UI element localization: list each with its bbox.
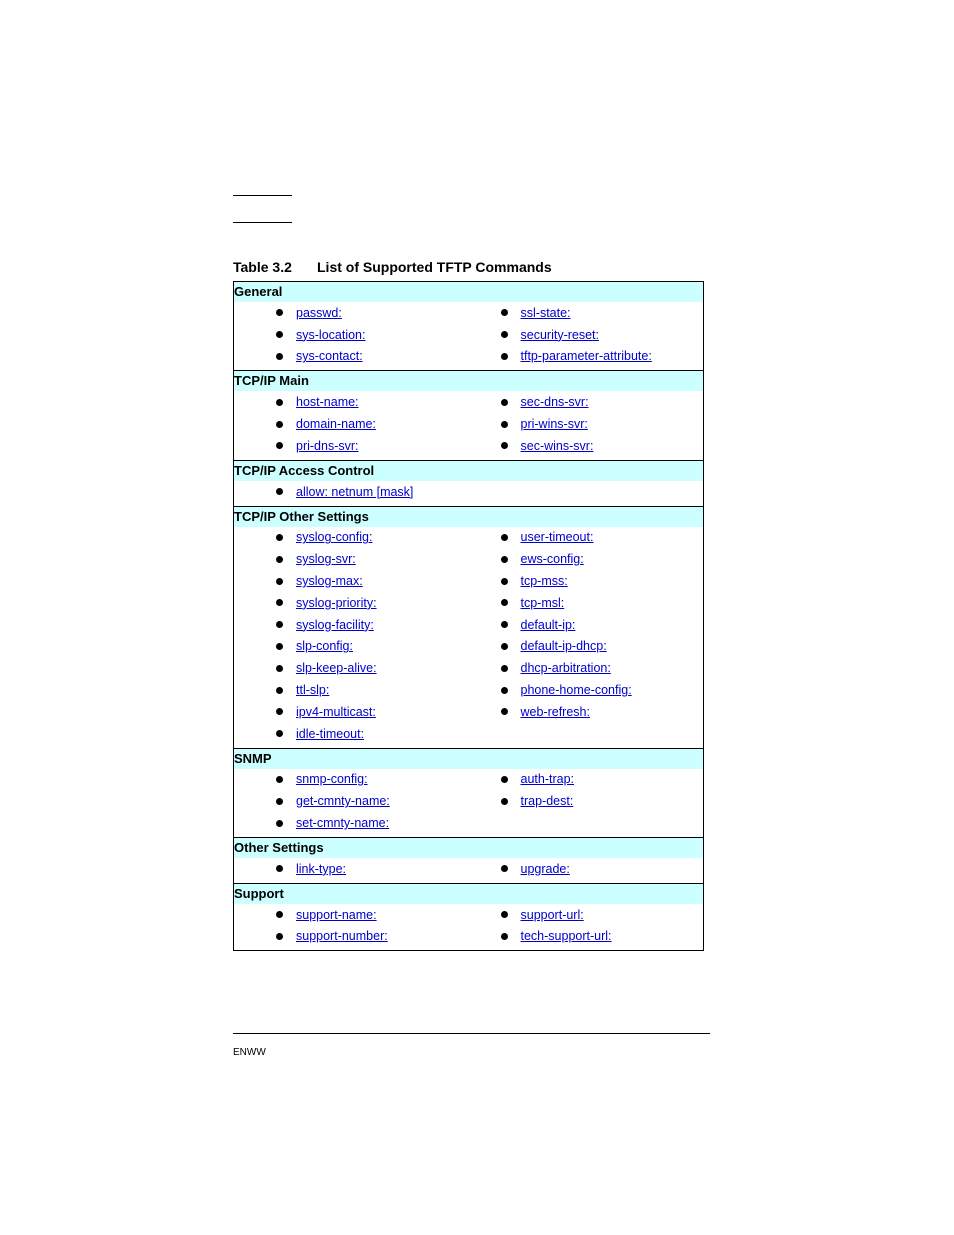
bullet-icon: [501, 798, 508, 805]
command-link-slp-config[interactable]: slp-config:: [296, 639, 353, 654]
command-cell: [495, 592, 704, 614]
bullet-icon: [501, 687, 508, 694]
bullet-icon: [276, 399, 283, 406]
list-item: [495, 929, 704, 943]
command-cell: [234, 435, 495, 457]
bullet-icon: [501, 933, 508, 940]
list-item: [495, 661, 704, 675]
bullet-icon: [276, 599, 283, 606]
list-item: [234, 574, 495, 588]
bullet-icon: [501, 621, 508, 628]
table-row: [234, 324, 704, 346]
command-cell: [234, 812, 495, 834]
command-cell: [495, 769, 704, 791]
list-item: [495, 328, 704, 342]
command-link-syslog-config[interactable]: syslog-config:: [296, 530, 373, 545]
list-item: [495, 639, 704, 653]
command-cell: [234, 324, 495, 346]
command-cell: [234, 570, 495, 592]
list-item: [495, 306, 704, 320]
command-link-tcp-msl[interactable]: tcp-msl:: [520, 595, 565, 610]
bullet-icon: [501, 599, 508, 606]
command-link-support-number[interactable]: support-number:: [296, 929, 388, 944]
list-item: [234, 439, 495, 453]
bullet-icon: [276, 331, 283, 338]
table-row: [234, 435, 704, 457]
command-cell: [495, 302, 704, 324]
command-link-domain-name[interactable]: domain-name:: [296, 417, 376, 432]
bullet-icon: [276, 556, 283, 563]
command-link-phone-home-config[interactable]: phone-home-config:: [520, 683, 632, 698]
table-title: List of Supported TFTP Commands: [317, 259, 552, 275]
section-header-general: [234, 282, 704, 303]
command-cell: [495, 413, 704, 435]
list-item: [495, 349, 704, 363]
table-row: [234, 592, 704, 614]
table-row: [234, 614, 704, 636]
command-cell: [495, 435, 704, 457]
section-header-tcp-ip-access-control: [234, 460, 704, 481]
command-link-ttl-slp[interactable]: ttl-slp:: [296, 683, 330, 698]
command-cell: [495, 679, 704, 701]
command-link-trap-dest[interactable]: trap-dest:: [520, 794, 574, 809]
bullet-icon: [501, 534, 508, 541]
command-cell: [495, 636, 704, 658]
command-cell: [495, 391, 704, 413]
table-row: [234, 413, 704, 435]
list-item: [495, 772, 704, 786]
command-cell: [234, 391, 495, 413]
command-link-host-name[interactable]: host-name:: [296, 395, 359, 410]
command-link-support-url[interactable]: support-url:: [520, 907, 584, 922]
list-item: [234, 328, 495, 342]
bullet-icon: [276, 421, 283, 428]
command-cell: [234, 413, 495, 435]
command-link-auth-trap[interactable]: auth-trap:: [520, 772, 575, 787]
command-link-allow-netnum-mask[interactable]: allow: netnum [mask]: [296, 484, 414, 499]
table-row: [234, 769, 704, 791]
section-header-tcp-ip-main: [234, 371, 704, 392]
command-cell: [234, 858, 495, 880]
table-row: [234, 858, 704, 880]
command-cell: [234, 679, 495, 701]
command-link-pri-wins-svr[interactable]: pri-wins-svr:: [520, 417, 588, 432]
bullet-icon: [276, 730, 283, 737]
list-item: [234, 417, 495, 431]
command-cell: [495, 926, 704, 948]
list-item: [495, 552, 704, 566]
section-spacer: [234, 947, 704, 951]
command-link-sys-location[interactable]: sys-location:: [296, 327, 366, 342]
table-row: [234, 302, 704, 324]
list-item: [234, 395, 495, 409]
header-rule-1: [233, 195, 292, 196]
command-cell: [234, 614, 495, 636]
table-row: [234, 391, 704, 413]
command-cell: [234, 701, 495, 723]
list-item: [234, 816, 495, 830]
list-item: [495, 574, 704, 588]
command-cell: [495, 790, 704, 812]
command-link-ssl-state[interactable]: ssl-state:: [520, 305, 571, 320]
command-link-ipv4-multicast[interactable]: ipv4-multicast:: [296, 704, 376, 719]
list-item: [234, 908, 495, 922]
command-link-sec-wins-svr[interactable]: sec-wins-svr:: [520, 438, 594, 453]
command-link-default-ip[interactable]: default-ip:: [520, 617, 576, 632]
command-link-upgrade[interactable]: upgrade:: [520, 861, 570, 876]
section-title: TCP/IP Access Control: [234, 460, 704, 481]
bullet-icon: [276, 708, 283, 715]
footer-label: ENWW: [233, 1047, 266, 1058]
list-item: [495, 530, 704, 544]
command-cell: [495, 324, 704, 346]
command-cell: [495, 723, 704, 745]
section-title: General: [234, 282, 704, 303]
bullet-icon: [276, 353, 283, 360]
command-cell: [495, 614, 704, 636]
list-item: [495, 417, 704, 431]
section-title: TCP/IP Other Settings: [234, 506, 704, 527]
list-item: [234, 772, 495, 786]
bullet-icon: [501, 556, 508, 563]
bullet-icon: [501, 578, 508, 585]
section-title: SNMP: [234, 748, 704, 769]
command-cell: [495, 812, 704, 834]
table-row: [234, 570, 704, 592]
bullet-icon: [276, 665, 283, 672]
command-link-user-timeout[interactable]: user-timeout:: [520, 530, 594, 545]
spacer-cell: [234, 947, 704, 951]
list-item: [234, 683, 495, 697]
list-item: [234, 552, 495, 566]
command-cell: [234, 302, 495, 324]
command-link-web-refresh[interactable]: web-refresh:: [520, 704, 590, 719]
command-cell: [495, 657, 704, 679]
header-rule-2: [233, 222, 292, 223]
command-cell: [495, 481, 704, 503]
command-cell: [234, 904, 495, 926]
command-link-dhcp-arbitration[interactable]: dhcp-arbitration:: [520, 661, 611, 676]
section-title: TCP/IP Main: [234, 371, 704, 392]
list-item: [495, 794, 704, 808]
table-row: [234, 723, 704, 745]
command-cell: [234, 657, 495, 679]
bullet-icon: [276, 687, 283, 694]
table-row: [234, 904, 704, 926]
command-link-pri-dns-svr[interactable]: pri-dns-svr:: [296, 438, 359, 453]
table-row: [234, 701, 704, 723]
command-cell: [234, 926, 495, 948]
command-cell: [495, 904, 704, 926]
command-link-default-ip-dhcp[interactable]: default-ip-dhcp:: [520, 639, 607, 654]
bullet-icon: [276, 442, 283, 449]
command-link-link-type[interactable]: link-type:: [296, 861, 347, 876]
command-cell: [234, 481, 495, 503]
command-cell: [495, 570, 704, 592]
command-cell: [234, 723, 495, 745]
list-item: [495, 683, 704, 697]
table-caption: [233, 259, 552, 275]
list-item: [234, 794, 495, 808]
command-link-passwd[interactable]: passwd:: [296, 305, 342, 320]
bullet-icon: [276, 865, 283, 872]
list-item: [234, 306, 495, 320]
bullet-icon: [276, 776, 283, 783]
list-item: [234, 485, 495, 499]
list-item: [234, 596, 495, 610]
list-item: [234, 705, 495, 719]
bullet-icon: [276, 488, 283, 495]
list-item: [234, 639, 495, 653]
bullet-icon: [501, 665, 508, 672]
command-cell: [495, 346, 704, 368]
command-link-idle-timeout[interactable]: idle-timeout:: [296, 726, 365, 741]
command-cell: [495, 548, 704, 570]
bullet-icon: [276, 911, 283, 918]
command-link-set-cmnty-name[interactable]: set-cmnty-name:: [296, 816, 390, 831]
bullet-icon: [276, 643, 283, 650]
command-link-syslog-facility[interactable]: syslog-facility:: [296, 617, 374, 632]
list-item: [495, 439, 704, 453]
table-row: [234, 527, 704, 549]
table-row: [234, 790, 704, 812]
section-header-tcp-ip-other-settings: [234, 506, 704, 527]
bullet-icon: [276, 798, 283, 805]
bullet-icon: [501, 865, 508, 872]
command-cell: [495, 858, 704, 880]
command-link-tftp-parameter-attribute[interactable]: tftp-parameter-attribute:: [520, 349, 652, 364]
list-item: [495, 596, 704, 610]
bullet-icon: [276, 820, 283, 827]
command-link-tech-support-url[interactable]: tech-support-url:: [520, 929, 612, 944]
section-title: Support: [234, 883, 704, 904]
command-link-syslog-max[interactable]: syslog-max:: [296, 574, 363, 589]
list-item: [234, 618, 495, 632]
command-link-get-cmnty-name[interactable]: get-cmnty-name:: [296, 794, 390, 809]
bullet-icon: [501, 399, 508, 406]
bullet-icon: [276, 578, 283, 585]
bullet-icon: [501, 421, 508, 428]
tftp-commands-table: [233, 281, 704, 951]
list-item: [234, 349, 495, 363]
command-cell: [234, 636, 495, 658]
section-header-other-settings: [234, 837, 704, 858]
command-cell: [234, 527, 495, 549]
list-item: [495, 862, 704, 876]
table-row: [234, 679, 704, 701]
command-link-support-name[interactable]: support-name:: [296, 907, 377, 922]
bullet-icon: [501, 708, 508, 715]
footer-rule: [233, 1033, 710, 1034]
table-row: [234, 926, 704, 948]
list-item: [234, 530, 495, 544]
bullet-icon: [276, 621, 283, 628]
command-link-slp-keep-alive[interactable]: slp-keep-alive:: [296, 661, 377, 676]
command-link-syslog-priority[interactable]: syslog-priority:: [296, 595, 377, 610]
command-link-ews-config[interactable]: ews-config:: [520, 552, 584, 567]
section-title: Other Settings: [234, 837, 704, 858]
section-header-support: [234, 883, 704, 904]
bullet-icon: [501, 442, 508, 449]
command-link-sys-contact[interactable]: sys-contact:: [296, 349, 363, 364]
command-cell: [234, 592, 495, 614]
list-item: [495, 618, 704, 632]
command-cell: [234, 769, 495, 791]
table-row: [234, 548, 704, 570]
table-row: [234, 812, 704, 834]
command-cell: [495, 527, 704, 549]
bullet-icon: [276, 534, 283, 541]
bullet-icon: [501, 776, 508, 783]
command-link-snmp-config[interactable]: snmp-config:: [296, 772, 368, 787]
list-item: [495, 908, 704, 922]
command-link-tcp-mss[interactable]: tcp-mss:: [520, 574, 568, 589]
command-cell: [234, 790, 495, 812]
list-item: [495, 395, 704, 409]
bullet-icon: [276, 309, 283, 316]
bullet-icon: [501, 331, 508, 338]
table-row: [234, 636, 704, 658]
command-link-sec-dns-svr[interactable]: sec-dns-svr:: [520, 395, 589, 410]
table-row: [234, 657, 704, 679]
bullet-icon: [501, 911, 508, 918]
table-number: Table 3.2: [233, 259, 292, 275]
command-link-security-reset[interactable]: security-reset:: [520, 327, 599, 342]
command-link-syslog-svr[interactable]: syslog-svr:: [296, 552, 356, 567]
list-item: [234, 727, 495, 741]
list-item: [234, 862, 495, 876]
list-item: [234, 929, 495, 943]
bullet-icon: [276, 933, 283, 940]
list-item: [234, 661, 495, 675]
command-cell: [234, 346, 495, 368]
section-header-snmp: [234, 748, 704, 769]
list-item: [495, 705, 704, 719]
command-cell: [234, 548, 495, 570]
table-row: [234, 346, 704, 368]
bullet-icon: [501, 353, 508, 360]
bullet-icon: [501, 309, 508, 316]
command-cell: [495, 701, 704, 723]
table-row: [234, 481, 704, 503]
bullet-icon: [501, 643, 508, 650]
